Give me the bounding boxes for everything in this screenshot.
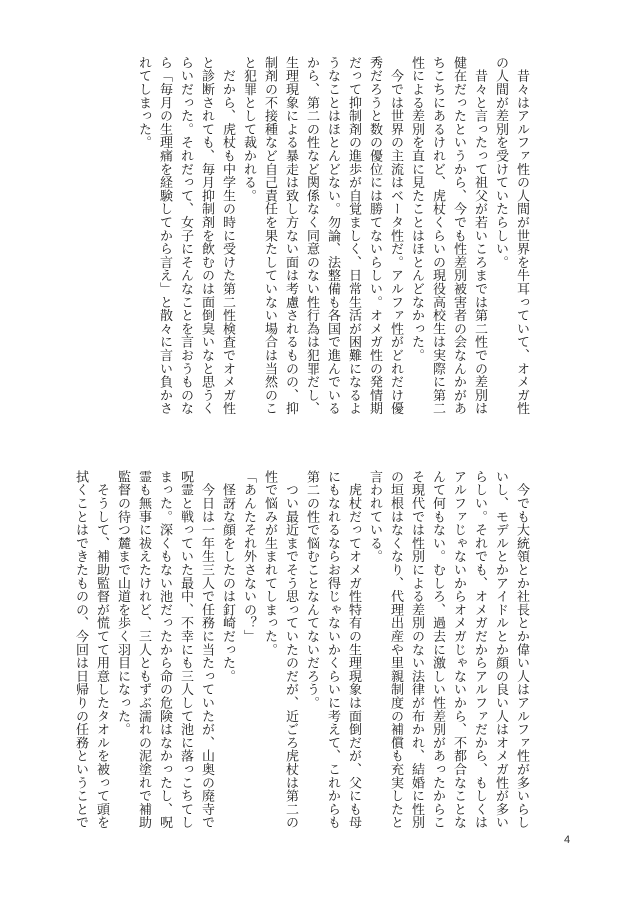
text-column: つい最近までそう思っていたのだが、近ごろ虎杖は第二の bbox=[283, 470, 298, 830]
text-column: 拭くことはできたものの、今回は日帰りの任務ということで bbox=[73, 470, 88, 830]
lower-text-block bbox=[70, 470, 532, 870]
text-column: らしい。それでも、オメガだからアルファだから、もしくは bbox=[472, 470, 487, 830]
text-column: と診断されても、毎月抑制剤を飲むのは面倒臭いなと思うく bbox=[199, 56, 214, 416]
text-column: 第二の性で悩むことなんてないだろう。 bbox=[304, 470, 319, 710]
text-column: まった。深くもない池だったから命の危険はなかったし、呪 bbox=[157, 470, 172, 830]
text-column: 虎杖だってオメガ性特有の生理現象は面倒だが、父にも母 bbox=[346, 470, 361, 830]
text-column: 監督の待つ麓まで山道を歩く羽目になった。 bbox=[115, 470, 130, 736]
upper-text-block bbox=[133, 56, 532, 456]
text-column: 昔々はアルファ性の人間が世界を牛耳っていて、オメガ性 bbox=[514, 56, 529, 416]
text-column: 性で悩みが生まれてしまった。 bbox=[262, 470, 277, 657]
text-column: だって抑制剤の進歩が自覚ましく、日常生活が困難になるよ bbox=[346, 56, 361, 416]
text-column: 性による差別を直に見たことはほとんどなかった。 bbox=[409, 56, 424, 362]
text-column: 秀だろうと数の優位には勝てないらしい。オメガ性の発情期 bbox=[367, 56, 382, 416]
text-column: から、第二の性など関係なく同意のない性行為は犯罪だし、 bbox=[304, 56, 319, 416]
text-column: 今では世界の主流はベータ性だ。アルファ性がどれだけ優 bbox=[388, 56, 403, 416]
text-column: だから、虎杖も中学生の時に受けた第二性検査でオメガ性 bbox=[220, 56, 235, 416]
text-column: 言われている。 bbox=[367, 470, 382, 564]
text-column: らいだった。それだって、女子にそんなことを言おうものな bbox=[178, 56, 193, 416]
text-column: 生理現象による暴走は致し方ない面は考慮されるものの、抑 bbox=[283, 56, 298, 416]
page-number: 4 bbox=[564, 834, 571, 846]
text-column: 霊も無事に祓えたけれど、三人ともずぶ濡れの泥塗れで補助 bbox=[136, 470, 151, 830]
text-column: んて何もない。むしろ、過去に激しい性差別があったからこ bbox=[430, 470, 445, 830]
text-column: 呪霊と戦っていた最中、不幸にも三人して池に落っこちてし bbox=[178, 470, 193, 830]
text-column: の垣根はなくなり、代理出産や里親制度の補償も充実したと bbox=[388, 470, 403, 830]
text-column: れてしまった。 bbox=[136, 56, 151, 150]
text-column: ちこちにあるけれど、虎杖くらいの現役高校生は実際に第二 bbox=[430, 56, 445, 416]
text-column: そうして、補助監督が慌てて用意したタオルを被って頭を bbox=[94, 470, 109, 830]
text-column: そ現代では性別による差別のない法律が布かれ、結婚に性別 bbox=[409, 470, 424, 830]
text-column: 「あんたそれ外さないの？」 bbox=[241, 470, 256, 643]
text-column: 健在だったというから、今でも性差別被害者の会なんかがあ bbox=[451, 56, 466, 416]
text-column: アルファじゃないからオメガじゃないから、不都合なことな bbox=[451, 470, 466, 830]
text-column: にもなれるならお得じゃないかくらいに考えて、これからも bbox=[325, 470, 340, 830]
text-column: 怪訝な顔をしたのは釘崎だった。 bbox=[220, 470, 235, 683]
text-column: ら「毎月の生理痛を経験してから言え」と散々に言い負かさ bbox=[157, 56, 172, 416]
text-column: 今でも大統領とか社長とか偉い人はアルファ性が多いらし bbox=[514, 470, 529, 830]
text-column: 今日は一年生三人で任務に当たっていたが、山奥の廃寺で bbox=[199, 470, 214, 830]
text-column: の人間が差別を受けていたらしい。 bbox=[493, 56, 508, 269]
text-column: うなことはほとんどない。勿論、法整備も各国で進んでいる bbox=[325, 56, 340, 416]
text-column: と犯罪として裁かれる。 bbox=[241, 56, 256, 203]
text-column: いし、モデルとかアイドルとか顔の良い人はオメガ性が多い bbox=[493, 470, 508, 830]
text-column: 制剤の不接種など自己責任を果たしていない場合は当然のこ bbox=[262, 56, 277, 416]
text-column: 昔々と言ったって祖父が若いころまでは第二性での差別は bbox=[472, 56, 487, 416]
